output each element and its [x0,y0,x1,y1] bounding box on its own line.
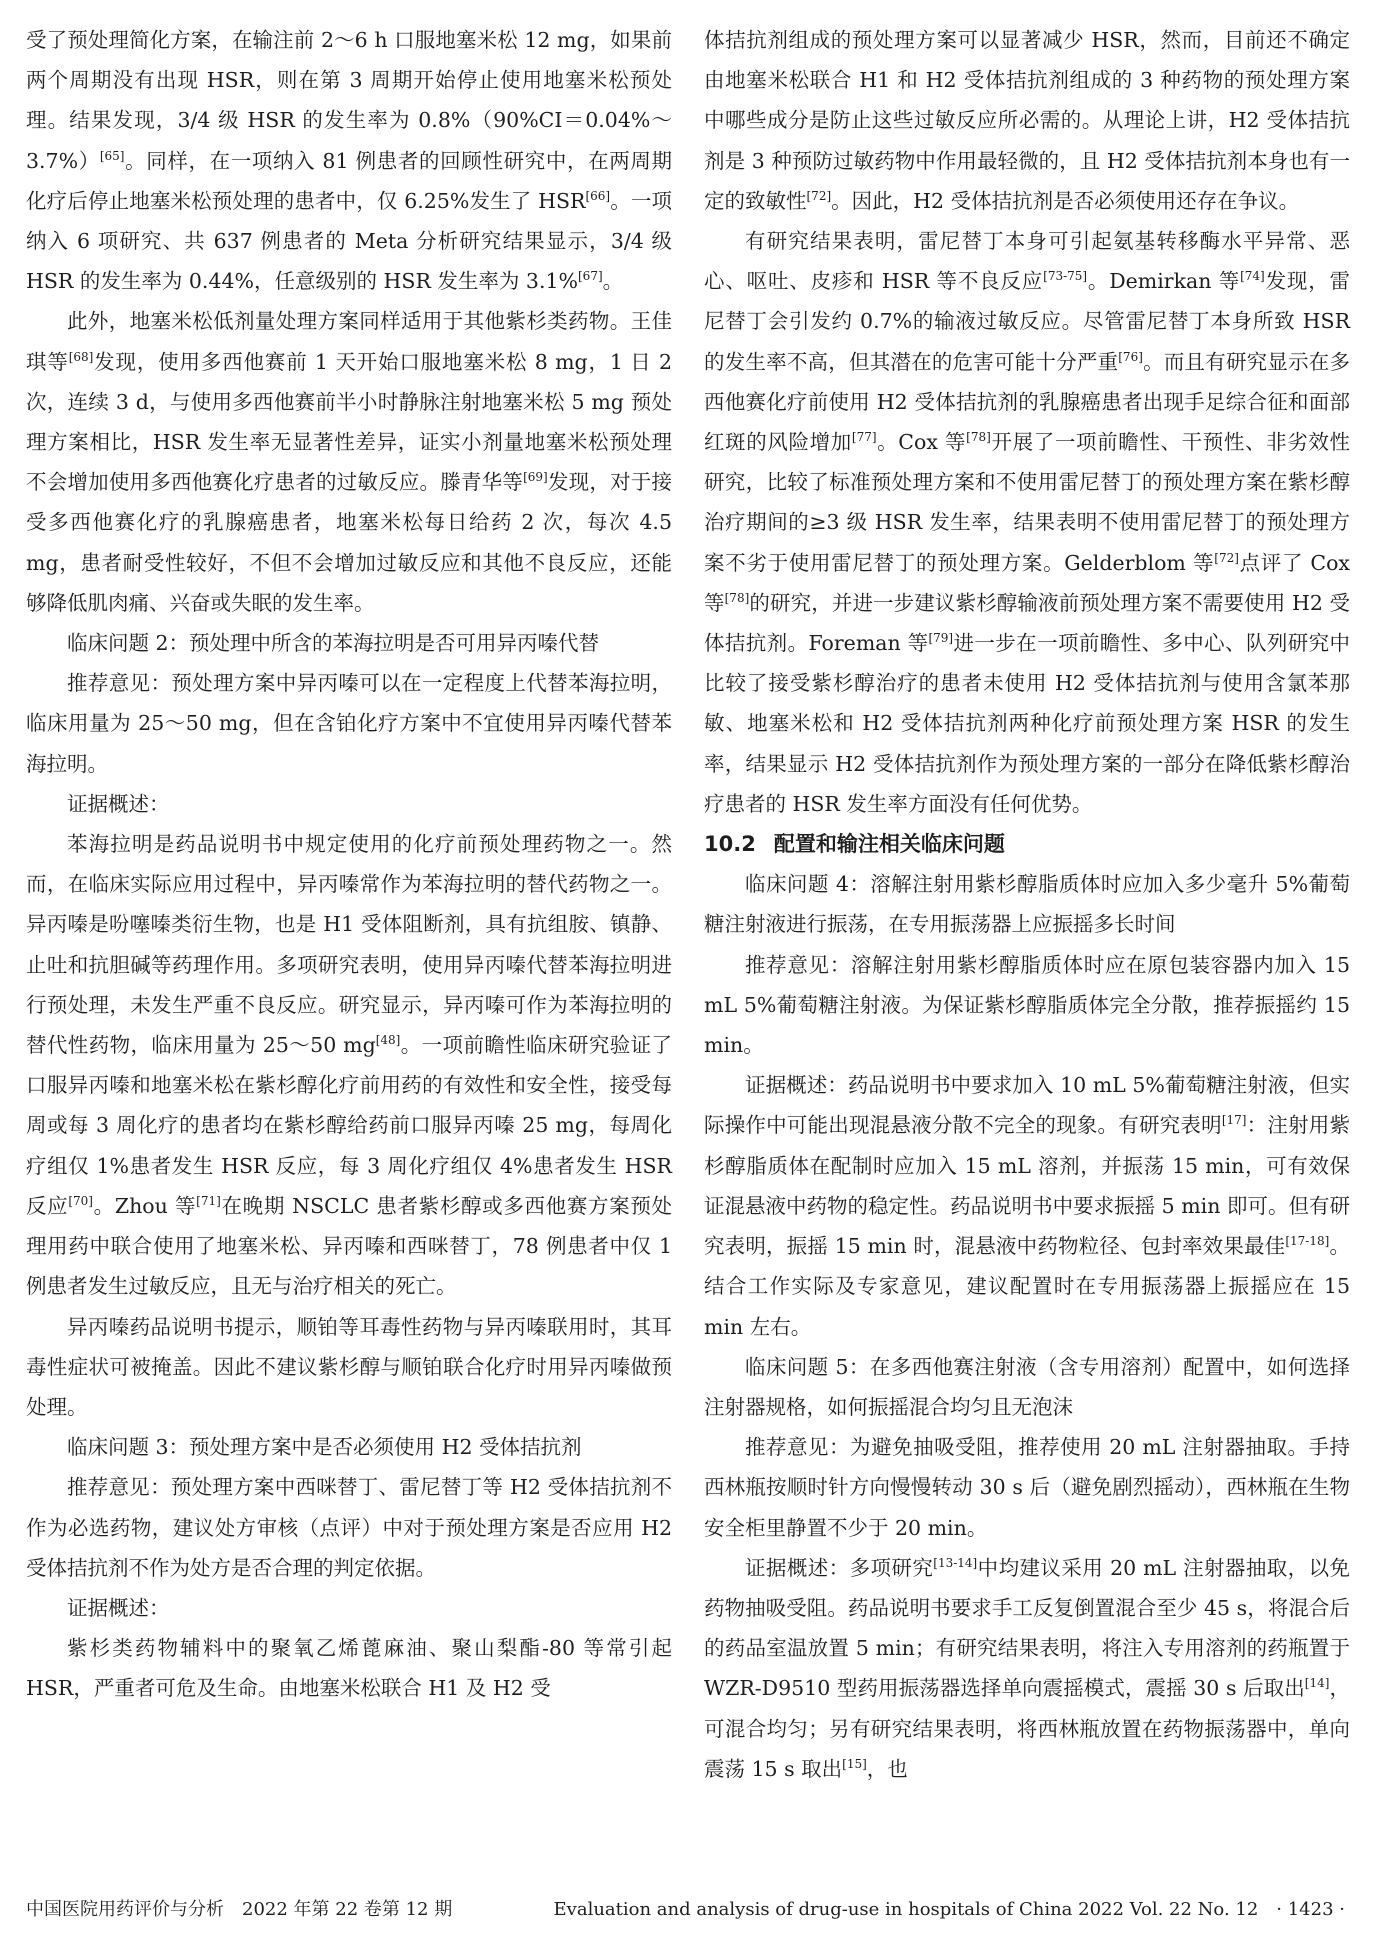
section-number: 10.2 [704,832,756,857]
paragraph: 证据概述：多项研究[13-14]中均建议采用 20 mL 注射器抽取，以免药物抽吸受阻。药品说明书要求手工反复倒置混合至少 45 s，将混合后的药品室温放置 5 min；有研究结果表明，将注入专用溶剂的药瓶置于 WZR-D9510 型药用振荡器选择单向震摇模式，震摇 30 s 后取出[14]，可混合均匀；另有研究结果表明，将西林瓶放置在药物振荡器中，单向震荡 15 s 取出[15]，也 [704,1555,1351,1781]
citation: [15] [842,1756,867,1771]
citation: [71] [196,1193,221,1208]
paragraph: 证据概述：药品说明书中要求加入 10 mL 5%葡萄糖注射液，但实际操作中可能出现混悬液分散不完全的现象。有研究表明[17]：注射用紫杉醇脂质体在配制时应加入 15 mL 溶剂，并振荡 15 min，可有效保证混悬液中药物的稳定性。药品说明书中要求振摇 5 min 即可。但有研究表明，振摇 15 min 时，混悬液中药物粒径、包封率效果最佳[17-18]。结合工作实际及专家意见，建议配置时在专用振荡器上振摇应在 15 min 左右。 [704,1073,1351,1339]
citation: [13-14] [933,1555,978,1570]
clinical-question-3: 临床问题 3：预处理方案中是否必须使用 H2 受体拮抗剂 [67,1435,582,1460]
paragraph: 异丙嗪药品说明书提示，顺铂等耳毒性药物与异丙嗪联用时，其耳毒性症状可被掩盖。因此不建议紫杉醇与顺铂联合化疗时用异丙嗪做预处理。 [26,1314,672,1419]
citation: [14] [1304,1676,1330,1691]
citation: [66] [585,188,611,203]
citation: [74] [1240,269,1265,284]
citation: [76] [1118,349,1143,364]
clinical-question-4: 临床问题 4：溶解注射用紫杉醇脂质体时应加入多少毫升 5%葡萄糖注射液进行振荡，在专用振荡器上应振摇多长时间 [704,872,1350,937]
evidence-summary-label: 证据概述： [67,1595,170,1620]
clinical-question-5: 临床问题 5：在多西他赛注射液（含专用溶剂）配置中，如何选择注射器规格，如何振摇混合均匀且无泡沫 [704,1354,1350,1419]
recommendation: 推荐意见：预处理方案中西咪替丁、雷尼替丁等 H2 受体拮抗剂不作为必选药物，建议处方审核（点评）中对于预处理方案是否应用 H2 受体拮抗剂不作为处方是否合理的判定依据。 [26,1475,672,1580]
citation: [79] [928,631,954,646]
left-column [26,20,672,1709]
journal-title-en: Evaluation and analysis of drug-use in hospitals of China 2022 Vol. 22 No. 12 · 1423 · [553,1899,1345,1920]
recommendation: 推荐意见：为避免抽吸受阻，推荐使用 20 mL 注射器抽取。手持西林瓶按顺时针方向慢慢转动 30 s 后（避免剧烈摇动），西林瓶在生物安全柜里静置不少于 20 min。 [704,1435,1350,1540]
citation: [70] [68,1193,93,1208]
paragraph: 紫杉类药物辅料中的聚氧乙烯蓖麻油、聚山梨酯-80 等常引起 HSR，严重者可危及生命。由地塞米松联合 H1 及 H2 受 [26,1636,672,1701]
citation: [78] [966,430,991,445]
clinical-question-2: 临床问题 2：预处理中所含的苯海拉明是否可用异丙嗪代替 [67,631,600,656]
citation: [68] [68,349,94,364]
citation: [73-75] [1043,269,1088,284]
right-column [704,20,1350,1789]
citation: [67] [578,269,603,284]
recommendation: 推荐意见：预处理方案中异丙嗪可以在一定程度上代替苯海拉明，临床用量为 25～50 mg，但在含铂化疗方案中不宜使用异丙嗪代替苯海拉明。 [26,671,672,776]
citation: [69] [523,470,548,485]
citation: [78] [724,590,750,605]
citation: [17] [1221,1113,1247,1128]
citation: [17-18] [1285,1234,1330,1249]
journal-title-cn: 中国医院用药评价与分析 2022 年第 22 卷第 12 期 [26,1899,453,1920]
citation: [65] [99,148,125,163]
paragraph: 此外，地塞米松低剂量处理方案同样适用于其他紫杉类药物。王佳琪等[68]发现，使用多西他赛前 1 天开始口服地塞米松 8 mg，1 日 2 次，连续 3 d，与使用多西他赛前半小时静脉注射地塞米松 5 mg 预处理方案相比，HSR 发生率无显著性差异，证实小剂量地塞米松预处理不会增加使用多西他赛化疗患者的过敏反应。滕青华等[69]发现，对于接受多西他赛化疗的乳腺癌患者，地塞米松每日给药 2 次，每次 4.5 mg，患者耐受性较好，不但不会增加过敏反应和其他不良反应，还能够降低肌肉痛、兴奋或失眠的发生率。 [26,309,673,615]
paragraph: 体拮抗剂组成的预处理方案可以显著减少 HSR，然而，目前还不确定由地塞米松联合 H1 和 H2 受体拮抗剂组成的 3 种药物的预处理方案中哪些成分是防止这些过敏反应所必需的。从理论上讲，H2 受体拮抗剂是 3 种预防过敏药物中作用最轻微的，且 H2 受体拮抗剂本身也有一定的致敏性[72]。因此，H2 受体拮抗剂是否必须使用还存在争议。 [704,28,1350,213]
paragraph: 有研究结果表明，雷尼替丁本身可引起氨基转移酶水平异常、恶心、呕吐、皮疹和 HSR 等不良反应[73-75]。Demirkan 等[74]发现，雷尼替丁会引发约 0.7%的输液过敏反应。尽管雷尼替丁本身所致 HSR 的发生率不高，但其潜在的危害可能十分严重[76]。而且有研究显示在多西他赛化疗前使用 H2 受体拮抗剂的乳腺癌患者出现手足综合征和面部红斑的风险增加[77]。Cox 等[78]开展了一项前瞻性、干预性、非劣效性研究，比较了标准预处理方案和不使用雷尼替丁的预处理方案在紫杉醇治疗期间的≥3 级 HSR 发生率，结果表明不使用雷尼替丁的预处理方案不劣于使用雷尼替丁的预处理方案。Gelderblom 等[72]点评了 Cox 等[78]的研究，并进一步建议紫杉醇输液前预处理方案不需要使用 H2 受体拮抗剂。Foreman 等[79]进一步在一项前瞻性、多中心、队列研究中比较了接受紫杉醇治疗的患者未使用 H2 受体拮抗剂与使用含氯苯那敏、地塞米松和 H2 受体拮抗剂两种化疗前预处理方案 HSR 的发生率，结果显示 H2 受体拮抗剂作为预处理方案的一部分在降低紫杉醇治疗患者的 HSR 发生率方面没有任何优势。 [704,229,1351,816]
recommendation: 推荐意见：溶解注射用紫杉醇脂质体时应在原包装容器内加入 15 mL 5%葡萄糖注射液。为保证紫杉醇脂质体完全分散，推荐振摇约 15 min。 [704,952,1350,1058]
citation: [72] [806,188,832,203]
citation: [77] [851,430,877,445]
evidence-summary-label: 证据概述： [67,791,170,816]
paragraph: 苯海拉明是药品说明书中规定使用的化疗前预处理药物之一。然而，在临床实际应用过程中，异丙嗪常作为苯海拉明的替代药物之一。异丙嗪是吩噻嗪类衍生物，也是 H1 受体阻断剂，具有抗组胺、镇静、止吐和抗胆碱等药理作用。多项研究表明，使用异丙嗪代替苯海拉明进行预处理，未发生严重不良反应。研究显示，异丙嗪可作为苯海拉明的替代性药物，临床用量为 25～50 mg[48]。一项前瞻性临床研究验证了口服异丙嗪和地塞米松在紫杉醇化疗前用药的有效性和安全性，接受每周或每 3 周化疗的患者均在紫杉醇给药前口服异丙嗪 25 mg，每周化疗组仅 1%患者发生 HSR 反应，每 3 周化疗组仅 4%患者发生 HSR 反应[70]。Zhou 等[71]在晚期 NSCLC 患者紫杉醇或多西他赛方案预处理用药中联合使用了地塞米松、异丙嗪和西咪替丁，78 例患者中仅 1 例患者发生过敏反应，且无与治疗相关的死亡。 [26,832,673,1299]
section-heading [704,824,1350,864]
paragraph: 受了预处理简化方案，在输注前 2～6 h 口服地塞米松 12 mg，如果前两个周期没有出现 HSR，则在第 3 周期开始停止使用地塞米松预处理。结果发现，3/4 级 HSR 的发生率为 0.8%（90%CI＝0.04%～3.7%）[65]。同样，在一项纳入 81 例患者的回顾性研究中，在两周期化疗后停止地塞米松预处理的患者中，仅 6.25%发生了 HSR[66]。一项纳入 6 项研究、共 637 例患者的 Meta 分析研究结果显示，3/4 级 HSR 的发生率为 0.44%，任意级别的 HSR 发生率为 3.1%[67]。 [26,28,673,294]
section-title: 配置和输注相关临床问题 [773,832,1005,857]
citation: [72] [1214,550,1239,565]
citation: [48] [375,1033,401,1048]
